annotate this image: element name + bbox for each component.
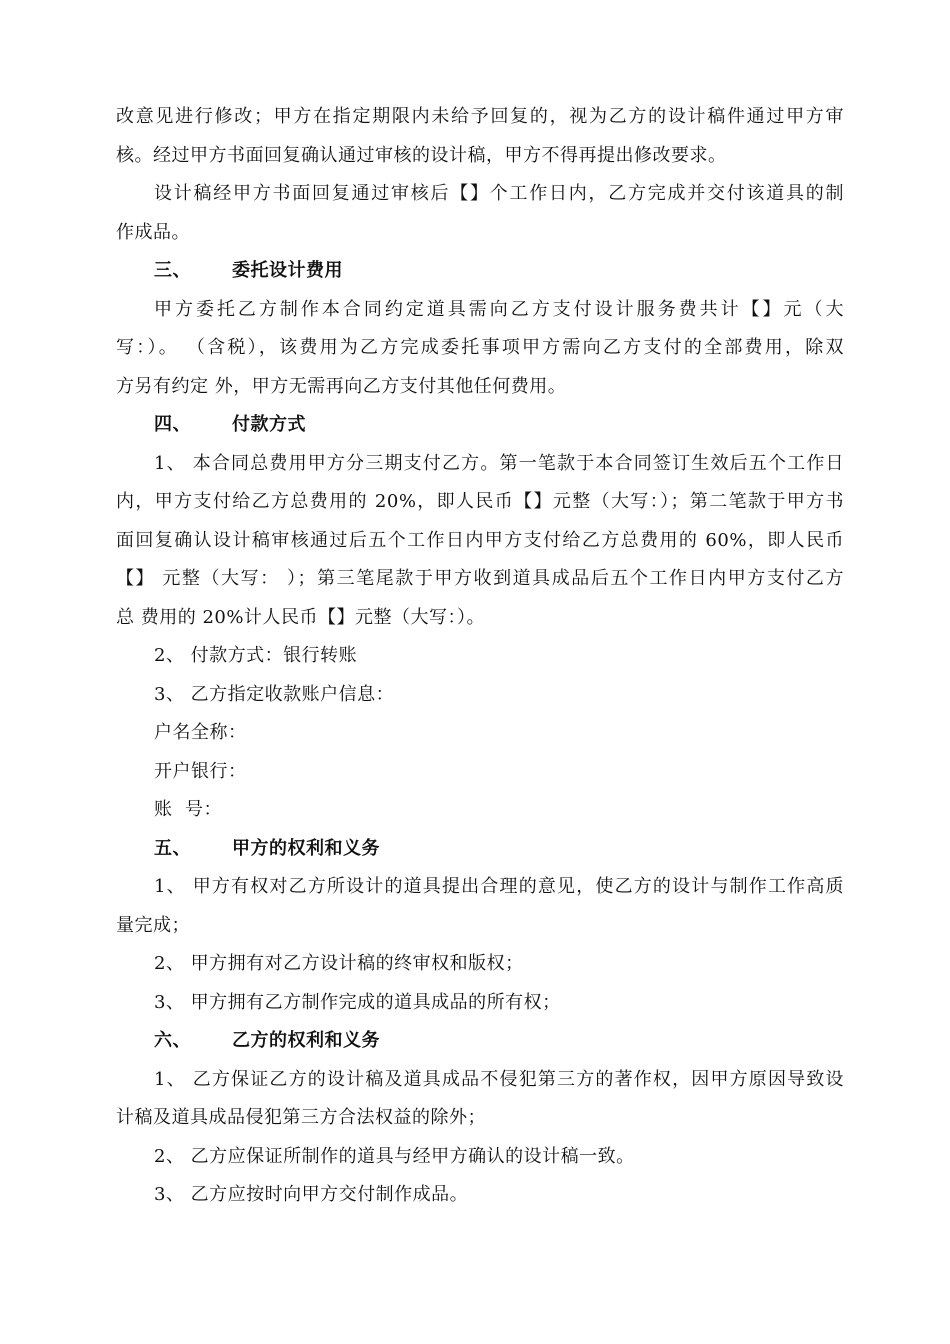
section-title: 甲方的权利和义务: [232, 838, 380, 859]
paragraph-line: 量完成；: [116, 915, 190, 936]
paragraph-line: 3、 甲方拥有乙方制作完成的道具成品的所有权；: [154, 992, 561, 1013]
paragraph-line: 写：）。 （含税），该费用为乙方完成委托事项甲方需向乙方支付的全部费用，除双: [116, 337, 844, 358]
section-heading-6: [154, 1029, 380, 1053]
paragraph-line: 总 费用的 20%计人民币【】元整（大写：）。: [116, 607, 485, 628]
account-name-label: 户名全称：: [154, 722, 247, 743]
paragraph-line: 方另有约定 外，甲方无需再向乙方支付其他任何费用。: [116, 376, 567, 397]
paragraph-line: 内，甲方支付给乙方总费用的 20%，即人民币【】元整（大写：）；第二笔款于甲方书: [116, 491, 844, 512]
section-number: 五、: [154, 838, 191, 859]
paragraph-line: 2、 乙方应保证所制作的道具与经甲方确认的设计稿一致。: [154, 1146, 635, 1167]
section-number: 四、: [154, 414, 191, 435]
paragraph-line: 核。经过甲方书面回复确认通过审核的设计稿，甲方不得再提出修改要求。: [116, 145, 727, 166]
paragraph-line: 2、 甲方拥有对乙方设计稿的终审权和版权；: [154, 953, 524, 974]
section-heading-4: [154, 413, 306, 437]
section-number: 六、: [154, 1030, 191, 1051]
paragraph-line: 设计稿经甲方书面回复通过审核后【】个工作日内，乙方完成并交付该道具的制: [154, 183, 844, 204]
paragraph-line: 【】 元整（大写： ）；第三笔尾款于甲方收到道具成品后五个工作日内甲方支付乙方: [116, 568, 844, 589]
bank-label: 开户银行：: [154, 761, 247, 782]
paragraph-line: 1、 甲方有权对乙方所设计的道具提出合理的意见，使乙方的设计与制作工作高质: [154, 876, 844, 897]
section-title: 乙方的权利和义务: [232, 1030, 380, 1051]
paragraph-line: 2、 付款方式：银行转账: [154, 645, 358, 666]
paragraph-line: 作成品。: [116, 222, 190, 243]
section-heading-5: [154, 837, 380, 861]
paragraph-line: 面回复确认设计稿审核通过后五个工作日内甲方支付给乙方总费用的 60%，即人民币: [116, 530, 844, 551]
paragraph-line: 改意见进行修改；甲方在指定期限内未给予回复的，视为乙方的设计稿件通过甲方审: [116, 106, 844, 127]
section-number: 三、: [154, 260, 191, 281]
paragraph-line: 3、 乙方指定收款账户信息：: [154, 684, 395, 705]
section-title: 委托设计费用: [232, 260, 343, 281]
paragraph-line: 1、 本合同总费用甲方分三期支付乙方。第一笔款于本合同签订生效后五个工作日: [154, 453, 844, 474]
paragraph-line: 3、 乙方应按时向甲方交付制作成品。: [154, 1184, 469, 1205]
section-title: 付款方式: [232, 414, 306, 435]
account-number-label: 账 号：: [154, 799, 222, 820]
paragraph-line: 1、 乙方保证乙方的设计稿及道具成品不侵犯第三方的著作权，因甲方原因导致设: [154, 1069, 844, 1090]
section-heading-3: [154, 259, 343, 283]
paragraph-line: 计稿及道具成品侵犯第三方合法权益的除外；: [116, 1107, 486, 1128]
paragraph-line: 甲方委托乙方制作本合同约定道具需向乙方支付设计服务费共计【】元（大: [154, 299, 844, 320]
